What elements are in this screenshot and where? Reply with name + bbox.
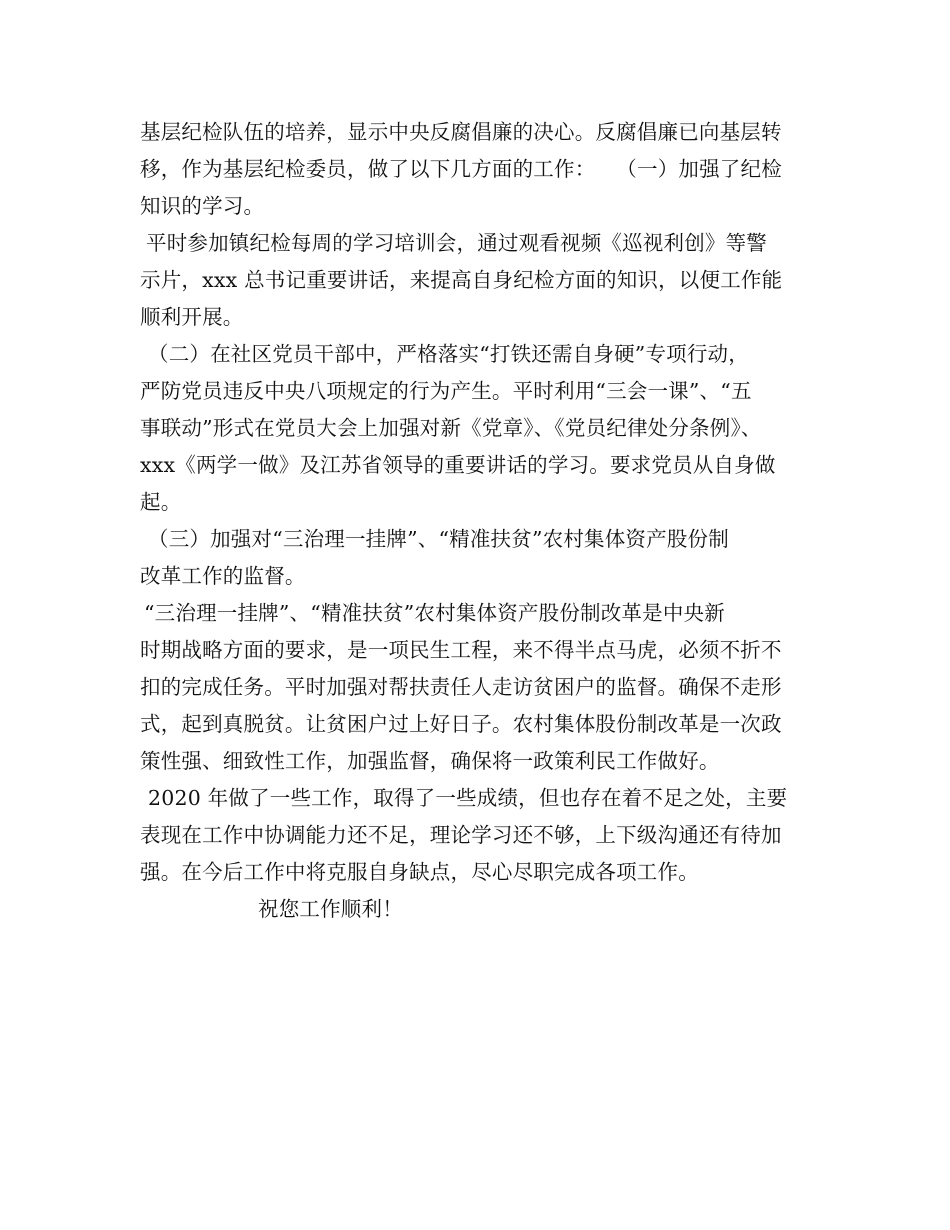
document-body [140,114,830,928]
body-line: 基层纪检队伍的培养，显示中央反腐倡廉的决心。反腐倡廉已向基层转 [140,120,782,144]
closing-greeting: 祝您工作顺利！ [258,897,403,921]
body-line: 平时参加镇纪检每周的学习培训会，通过观看视频《巡视利创》等警 [146,231,767,255]
body-line: 知识的学习。 [140,194,265,218]
body-line: “三治理一挂牌”、“精准扶贫”农村集体资产股份制改革是中央新 [144,601,725,625]
body-line: 时期战略方面的要求，是一项民生工程，来不得半点马虎，必须不折不 [140,638,782,662]
section-heading-2: （二）在社区党员干部中，严格落实“打铁还需自身硬”专项行动， [148,342,749,366]
body-line: 策性强、细致性工作，加强监督，确保将一政策利民工作做好。 [140,749,720,773]
body-line: 表现在工作中协调能力还不足，理论学习还不够，上下级沟通还有待加 [140,823,782,847]
body-line: 改革工作的监督。 [140,564,306,588]
body-line: 强。在今后工作中将克服自身缺点，尽心尽职完成各项工作。 [140,860,699,884]
body-line: 移，作为基层纪检委员，做了以下几方面的工作： （一）加强了纪检 [140,157,782,181]
body-line: 严防党员违反中央八项规定的行为产生。平时利用“三会一课”、“五 [140,379,752,403]
body-line: 扣的完成任务。平时加强对帮扶责任人走访贫困户的监督。确保不走形 [140,675,782,699]
body-line: 2020 年做了一些工作，取得了一些成绩，但也存在着不足之处，主要 [148,786,788,810]
body-line: 式，起到真脱贫。让贫困户过上好日子。农村集体股份制改革是一次政 [140,712,782,736]
body-line: 顺利开展。 [140,305,244,329]
section-heading-3: （三）加强对“三治理一挂牌”、“精准扶贫”农村集体资产股份制 [148,527,729,551]
body-line: 示片，xxx 总书记重要讲话，来提高自身纪检方面的知识，以便工作能 [140,268,783,292]
body-line: 起。 [140,490,182,514]
body-line: 事联动”形式在党员大会上加强对新《党章》、《党员纪律处分条例》、 [140,416,762,440]
body-line: xxx《两学一做》及江苏省领导的重要讲话的学习。要求党员从自身做 [140,453,776,477]
